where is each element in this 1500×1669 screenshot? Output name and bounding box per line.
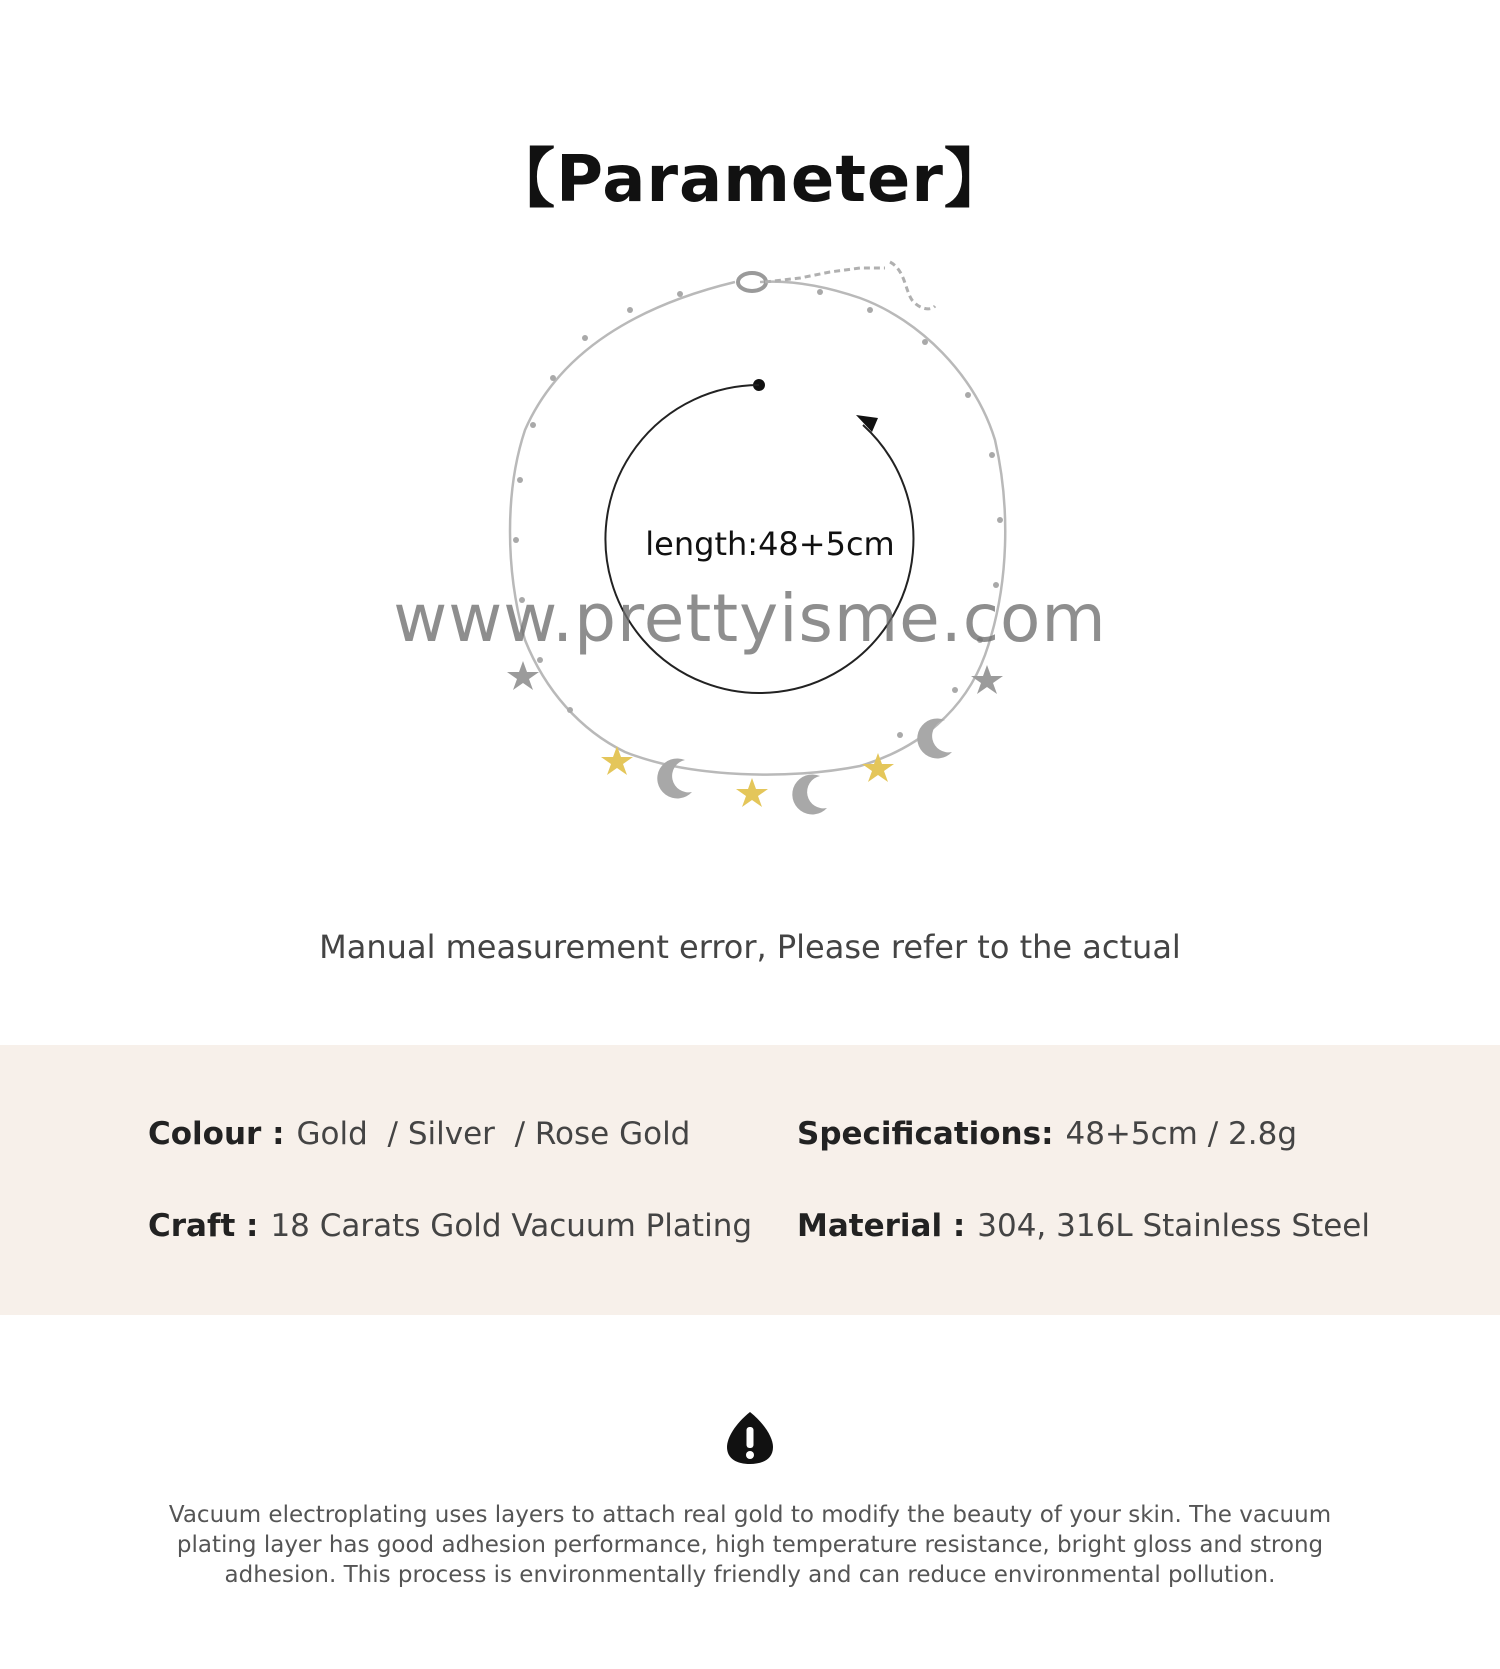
star-charm — [601, 746, 633, 775]
spec-craft — [148, 1208, 752, 1244]
spec-specifications — [797, 1116, 1297, 1152]
charms — [507, 661, 1003, 814]
spec-material — [797, 1208, 1370, 1244]
moon-charm — [792, 774, 827, 814]
chain-beads — [513, 289, 1003, 738]
spec-value: 48+5cm / 2.8g — [1065, 1116, 1298, 1152]
spec-label: Craft : — [148, 1208, 259, 1244]
spec-value: 18 Carats Gold Vacuum Plating — [270, 1208, 753, 1244]
length-label: length:48+5cm — [645, 525, 895, 563]
spec-value: Gold / Silver / Rose Gold — [296, 1116, 691, 1152]
star-charm — [507, 661, 539, 690]
star-charm — [736, 778, 768, 807]
warning-icon — [725, 1410, 775, 1466]
spec-label: Colour : — [148, 1116, 285, 1152]
page-title: 【Parameter】 — [491, 143, 1009, 217]
watermark: www.prettyisme.com — [393, 580, 1107, 657]
clasp-icon — [738, 262, 935, 309]
moon-charm — [917, 718, 952, 758]
spec-value: 304, 316L Stainless Steel — [977, 1208, 1370, 1244]
measurement-note: Manual measurement error, Please refer to the actual — [319, 928, 1181, 966]
plating-description: Vacuum electroplating uses layers to attach real gold to modify the beauty of your skin. The vacuum plating layer has good adhesion performance, high temperature resistance, bright gloss and strong adhesion. This process is environmentally friendly and can reduce environmental pollution. — [168, 1502, 1332, 1588]
spec-label: Specifications: — [797, 1116, 1054, 1152]
spec-label: Material : — [797, 1208, 966, 1244]
star-charm — [862, 753, 894, 782]
spec-panel — [0, 1045, 1500, 1315]
spec-colour — [148, 1116, 690, 1152]
star-charm — [971, 665, 1003, 694]
